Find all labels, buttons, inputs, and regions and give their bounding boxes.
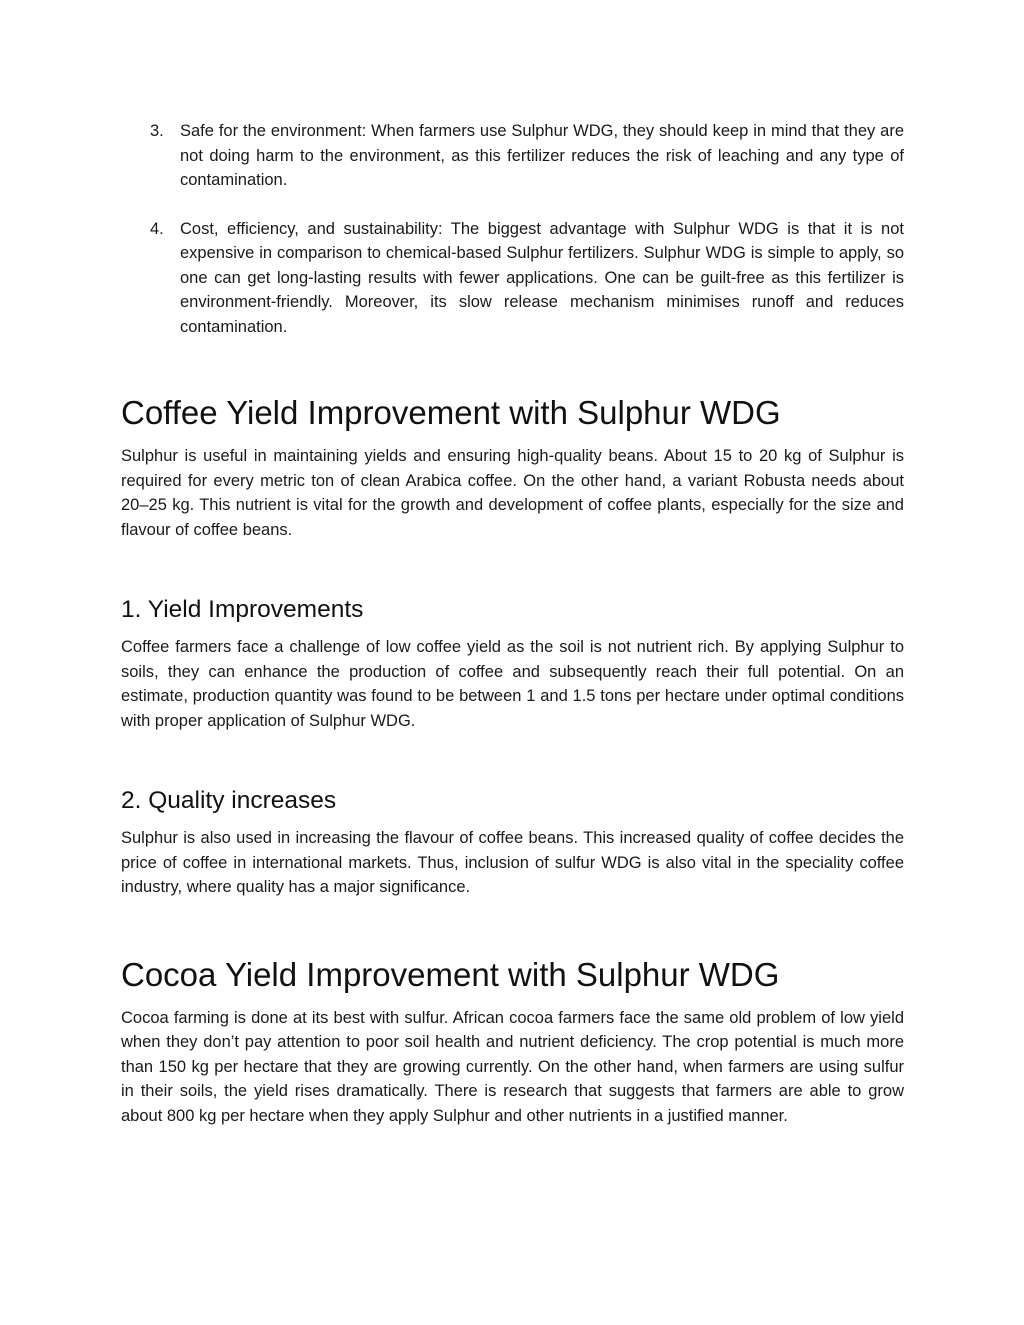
list-item-number: 4.: [150, 219, 164, 238]
quality-increases-paragraph: Sulphur is also used in increasing the flavour of coffee beans. This increased quality of coffee decides the price of coffee in international markets. Thus, inclusion of sulfur WDG is also vital in the speciality coffee industry, where quality has a major significance.: [121, 829, 904, 896]
list-item-number: 3.: [150, 122, 164, 140]
numbered-list: [121, 119, 904, 339]
coffee-section-heading: Coffee Yield Improvement with Sulphur WDG: [121, 394, 781, 431]
document-page: [121, 119, 904, 1128]
list-item-text: Cost, efficiency, and sustainability: The biggest advantage with Sulphur WDG is that it is not expensive in comparison to chemical-based Sulphur fertilizers. Sulphur WDG is simple to apply, so one can get long-lasting results with fewer applications. One can be guilt-free as this fertilizer is environment-friendly. Moreover, its slow release mechanism minimises runoff and reduces contamination.: [180, 219, 904, 336]
cocoa-section-paragraph: Cocoa farming is done at its best with sulfur. African cocoa farmers face the same old problem of low yield when they don’t pay attention to poor soil health and nutrient deficiency. The crop potential is much more than 150 kg per hectare that they are growing currently. On the other hand, when farmers are using sulfur in their soils, the yield rises dramatically. There is research that suggests that farmers are able to grow about 800 kg per hectare when they apply Sulphur and other nutrients in a justified manner.: [121, 1008, 904, 1125]
yield-improvements-paragraph: Coffee farmers face a challenge of low coffee yield as the soil is not nutrient rich. By applying Sulphur to soils, they can enhance the production of coffee and subsequently reach their full potential. On an estimate, production quantity was found to be between 1 and 1.5 tons per hectare under optimal conditions with proper application of Sulphur WDG.: [121, 638, 904, 730]
list-item-text: Safe for the environment: When farmers use Sulphur WDG, they should keep in mind that they are not doing harm to the environment, as this fertilizer reduces the risk of leaching and any type of contamination.: [180, 122, 904, 189]
list-item: [121, 119, 904, 193]
list-item: [121, 217, 904, 340]
yield-improvements-heading: 1. Yield Improvements: [121, 596, 364, 623]
quality-increases-heading: 2. Quality increases: [121, 787, 337, 814]
cocoa-section-heading: Cocoa Yield Improvement with Sulphur WDG: [121, 955, 780, 993]
coffee-section-paragraph: Sulphur is useful in maintaining yields and ensuring high-quality beans. About 15 to 20 kg of Sulphur is required for every metric ton of clean Arabica coffee. On the other hand, a variant Robusta needs about 20–25 kg. This nutrient is vital for the growth and development of coffee plants, especially for the size and flavour of coffee beans.: [121, 447, 904, 539]
